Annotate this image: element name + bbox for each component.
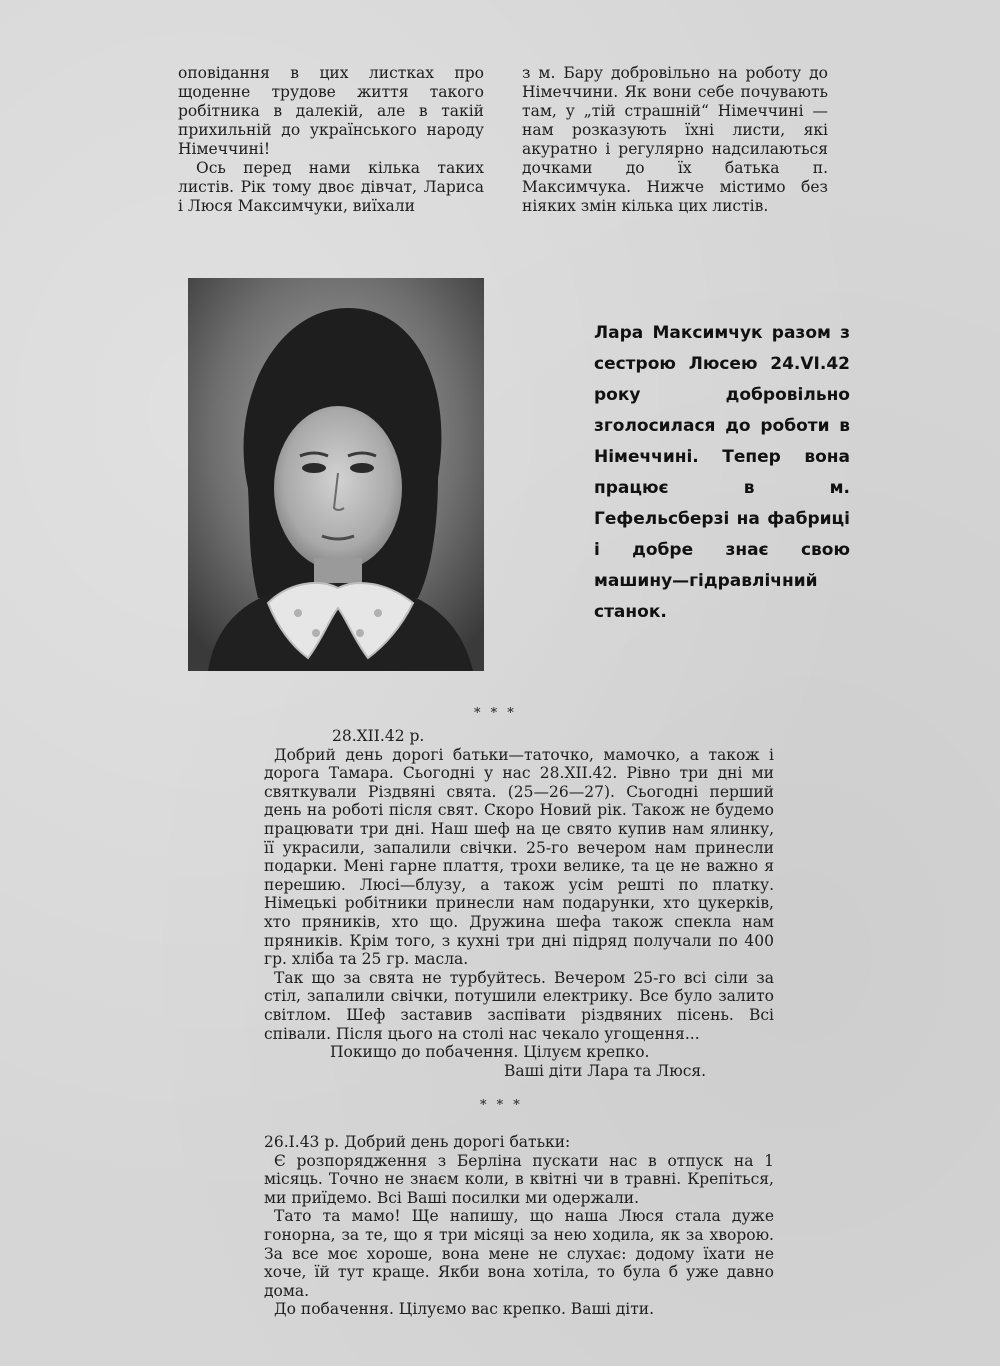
bleed-through-text [150, 195, 174, 269]
letter-paragraph: Добрий день дорогі батьки—таточко, мамочко, а також і дорога Тамара. Сьогодні у нас 28.ХІІ.42. Рівно три дні ми святкували Різдвяні свята. (25—26—27). Сьогодні перший день на роботі після свят. Скоро Новий рік. Також не будемо працювати три дні. Наш шеф на це свято купив нам ялинку, її украсили, запалили свічки. 25-го вечером нам принесли подарки. Мені гарне плаття, трохи велике, та це не важно я перешию. Люсі—блузу, а також усім решті по платку. Німецькі робітники принесли нам подарунки, хто цукерків, хто пряників, хто що. Дружина шефа також спекла нам пряників. Крім того, з кухні три дні підряд получали по 400 гр. хліба та 25 гр. масла. [264, 745, 774, 969]
letter-2 [264, 1133, 774, 1319]
letter-closing: Покищо до побачення. Цілуєм крепко. [330, 1043, 650, 1062]
intro-column-right [522, 64, 828, 216]
intro-column-left [178, 64, 484, 216]
caption-text: Лара Максимчук разом з сестрою Люсею 24.VI.42 року добровільно зголосилася до роботи в Німеччині. Тепер вона працює в м. Гефельсберзі на фабриці і добре знає свою машину—гідравлічний станок. [594, 323, 850, 622]
letter-1 [264, 727, 774, 1080]
photo-caption [594, 318, 850, 628]
letter-date: 28.ХІІ.42 р. [332, 727, 425, 745]
intro-paragraph: оповідання в цих листках про щоденне трудове життя такого робітника в далекій, але в такій прихильній до українського народу Німеччині! [178, 64, 484, 158]
letter-paragraph: До побачення. Цілуємо вас крепко. Ваші діти. [274, 1300, 655, 1319]
intro-paragraph: Ось перед нами кілька таких листів. Рік тому двоє дівчат, Лариса і Люся Максимчуки, виїхали [178, 159, 484, 215]
letter-paragraph: Так що за свята не турбуйтесь. Вечером 25-го всі сіли за стіл, запалили свічки, потушили електрику. Все було залито світлом. Шеф заставив заспівати різдвяних пісень. Всі співали. Після цього на столі нас чекало угощення... [264, 968, 774, 1043]
letter-signature: Ваші діти Лара та Люся. [504, 1061, 707, 1080]
section-separator: * * * [474, 706, 517, 721]
intro-paragraph: з м. Бару добровільно на роботу до Німеччини. Як вони себе почувають там, у „тій страшній“ Німеччині — нам розказують їхні листи, які акуратно і регулярно надсилаються дочками до їх батька п. Максимчука. Нижче містимо без ніяких змін кілька цих листів. [522, 64, 828, 215]
section-separator: * * * [480, 1098, 523, 1113]
portrait-image [188, 278, 484, 671]
letter-paragraph: Є розпорядження з Берліна пускати нас в отпуск на 1 місяць. Точно не знаєм коли, в квітні чи в травні. Крепіться, ми приїдемо. Всі Ваші посилки ми одержали. [264, 1151, 774, 1207]
portrait-photo [188, 278, 484, 671]
letter-paragraph: Тато та мамо! Ще напишу, що наша Люся стала дуже гонорна, за те, що я три місяці за нею ходила, як за хворою. За все моє хороше, вона мене не слухає: додому їхати не хоче, їй тут краще. Якби вона хотіла, то була б уже давно дома. [264, 1207, 774, 1300]
letter-heading: 26.І.43 р. Добрий день дорогі батьки: [264, 1133, 571, 1151]
